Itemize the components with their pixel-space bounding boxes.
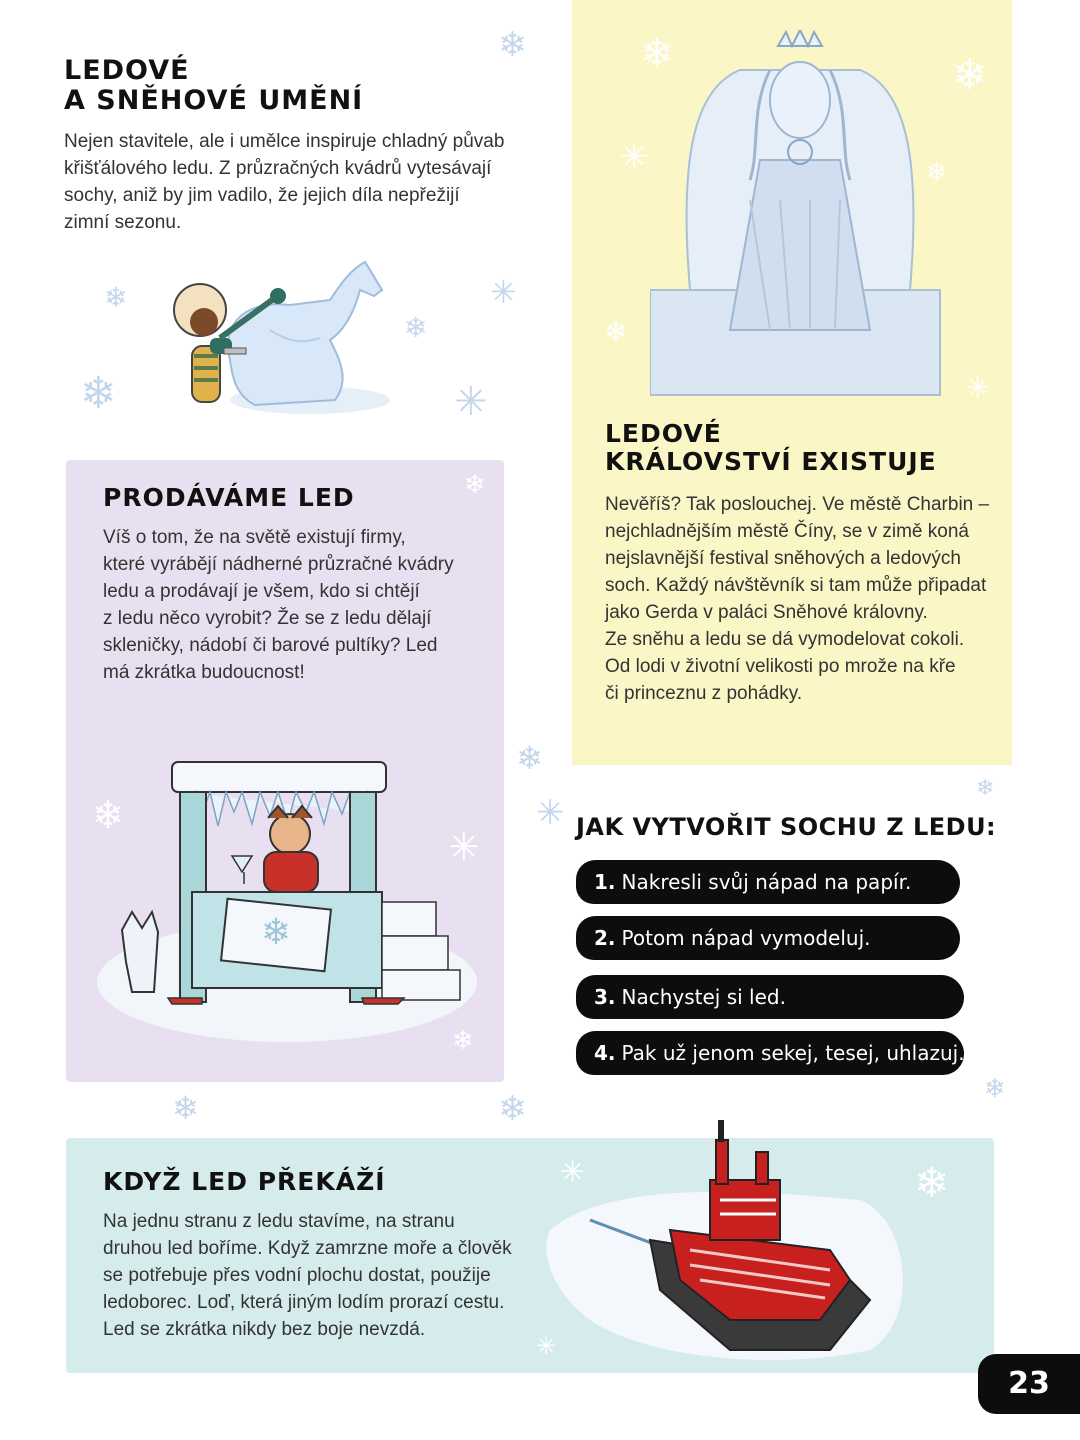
snowflake-icon: ✳ [620,137,649,177]
ice-art-body [64,128,504,236]
snowflake-icon: ❄ [498,25,527,65]
body-line: či princeznu z pohádky. [605,683,803,704]
howto-step-4 [576,1031,964,1075]
snowflake-icon: ❄ [172,1089,199,1127]
ice-queen-throne-illustration [650,30,950,400]
body-line: Od lodi v životní velikosti po mrože na kře [605,656,956,677]
body-line: Led se zkrátka nikdy bez boje nevzdá. [103,1319,426,1340]
body-line: Ze sněhu a ledu se dá vymodelovat cokoli. [605,629,965,650]
ice-obstacle-body [103,1208,512,1343]
step-text: Pak už jenom sekej, tesej, uhlazuj. [621,1041,965,1065]
body-line: Na jednu stranu z ledu stavíme, na stranu [103,1211,455,1232]
snowflake-icon: ✳ [536,1332,557,1360]
step-number: 3. [594,985,616,1009]
icebreaker-ship-illustration [530,1120,920,1370]
step-number: 4. [594,1041,616,1065]
ice-art-title-line: LEDOVÉ [64,55,190,86]
snowflake-icon: ✳ [490,273,517,311]
body-line: křišťálového ledu. Z průzračných kvádrů vytesávají [64,158,492,179]
snowflake-icon: ❄ [926,158,948,188]
ice-horse-sculptor-illustration [160,250,400,420]
snowflake-icon: ✳ [966,371,990,404]
howto-step-1 [576,860,960,904]
step-number: 1. [594,870,616,894]
ice-kingdom-title-line: KRÁLOVSTVÍ EXISTUJE [605,447,937,476]
snowflake-icon: ❄ [976,776,995,801]
step-text: Nachystej si led. [621,985,786,1009]
ice-bar-stand-illustration [92,752,482,1056]
body-line: které vyrábějí nádherné průzračné kvádry [103,554,454,575]
step-text: Potom nápad vymodeluj. [621,926,871,950]
ice-art-title-line: A SNĚHOVÉ UMĚNÍ [64,85,364,117]
selling-ice-title: PRODÁVÁME LED [103,483,355,512]
snowflake-icon: ❄ [952,50,988,99]
ice-obstacle-title: KDYŽ LED PŘEKÁŽÍ [103,1167,386,1196]
body-line: zimní sezonu. [64,212,182,233]
snowflake-icon: ✳ [536,793,565,833]
svg-text:❄: ❄ [260,912,292,953]
body-line: Nevěříš? Tak poslouchej. Ve městě Charbin – [605,494,990,515]
snowflake-icon: ❄ [984,1074,1006,1104]
snowflake-icon: ❄ [640,31,674,77]
body-line: z ledu něco vyrobit? Že se z ledu dělají [103,608,432,629]
snowflake-icon: ❄ [914,1158,950,1207]
howto-step-2 [576,916,960,960]
body-line: Víš o tom, že na světě existují firmy, [103,527,406,548]
howto-title: JAK VYTVOŘIT SOCHU Z LEDU: [576,813,997,841]
step-text: Nakresli svůj nápad na papír. [621,870,912,894]
body-line: jako Gerda v paláci Sněhové královny. [605,602,928,623]
body-line: druhou led boříme. Když zamrzne moře a člověk [103,1238,512,1259]
body-line: ledoborec. Loď, která jiným lodím prorazí cestu. [103,1292,505,1313]
body-line: má zkrátka budoucnost! [103,662,305,683]
howto-step-3 [576,975,964,1019]
snowflake-icon: ❄ [452,1026,474,1056]
snowflake-icon: ❄ [80,368,117,419]
body-line: se potřebuje přes vodní plochu dostat, použije [103,1265,491,1286]
snowflake-icon: ❄ [404,311,428,344]
body-line: nejslavnější festival sněhových a ledových [605,548,961,569]
snowflake-icon: ❄ [92,793,124,837]
ice-kingdom-title-line: LEDOVÉ [605,419,722,448]
snowflake-icon: ❄ [604,315,628,348]
snowflake-icon: ✳ [560,1155,586,1190]
snowflake-icon: ❄ [104,281,128,314]
body-line: Nejen stavitele, ale i umělce inspiruje chladný půvab [64,131,505,152]
body-line: soch. Každý návštěvník si tam může připadat [605,575,987,596]
step-number: 2. [594,926,616,950]
snowflake-icon: ✳ [448,825,480,869]
snowflake-icon: ❄ [498,1089,527,1129]
ice-kingdom-title [605,420,937,476]
body-line: ledu a prodávají je všem, kdo si chtějí [103,581,420,602]
snowflake-icon: ✳ [454,379,488,425]
selling-ice-body [103,524,454,686]
page-number: 23 [978,1354,1080,1414]
ice-art-title [64,56,363,116]
body-line: skleničky, nádobí či barové pultíky? Led [103,635,438,656]
body-line: sochy, aniž by jim vadilo, že jejich díla nepřežijí [64,185,460,206]
snowflake-icon: ❄ [464,470,486,500]
snowflake-icon: ❄ [516,739,543,777]
ice-kingdom-body [605,491,989,707]
body-line: nejchladnějším městě Číny, se v zimě koná [605,521,969,542]
